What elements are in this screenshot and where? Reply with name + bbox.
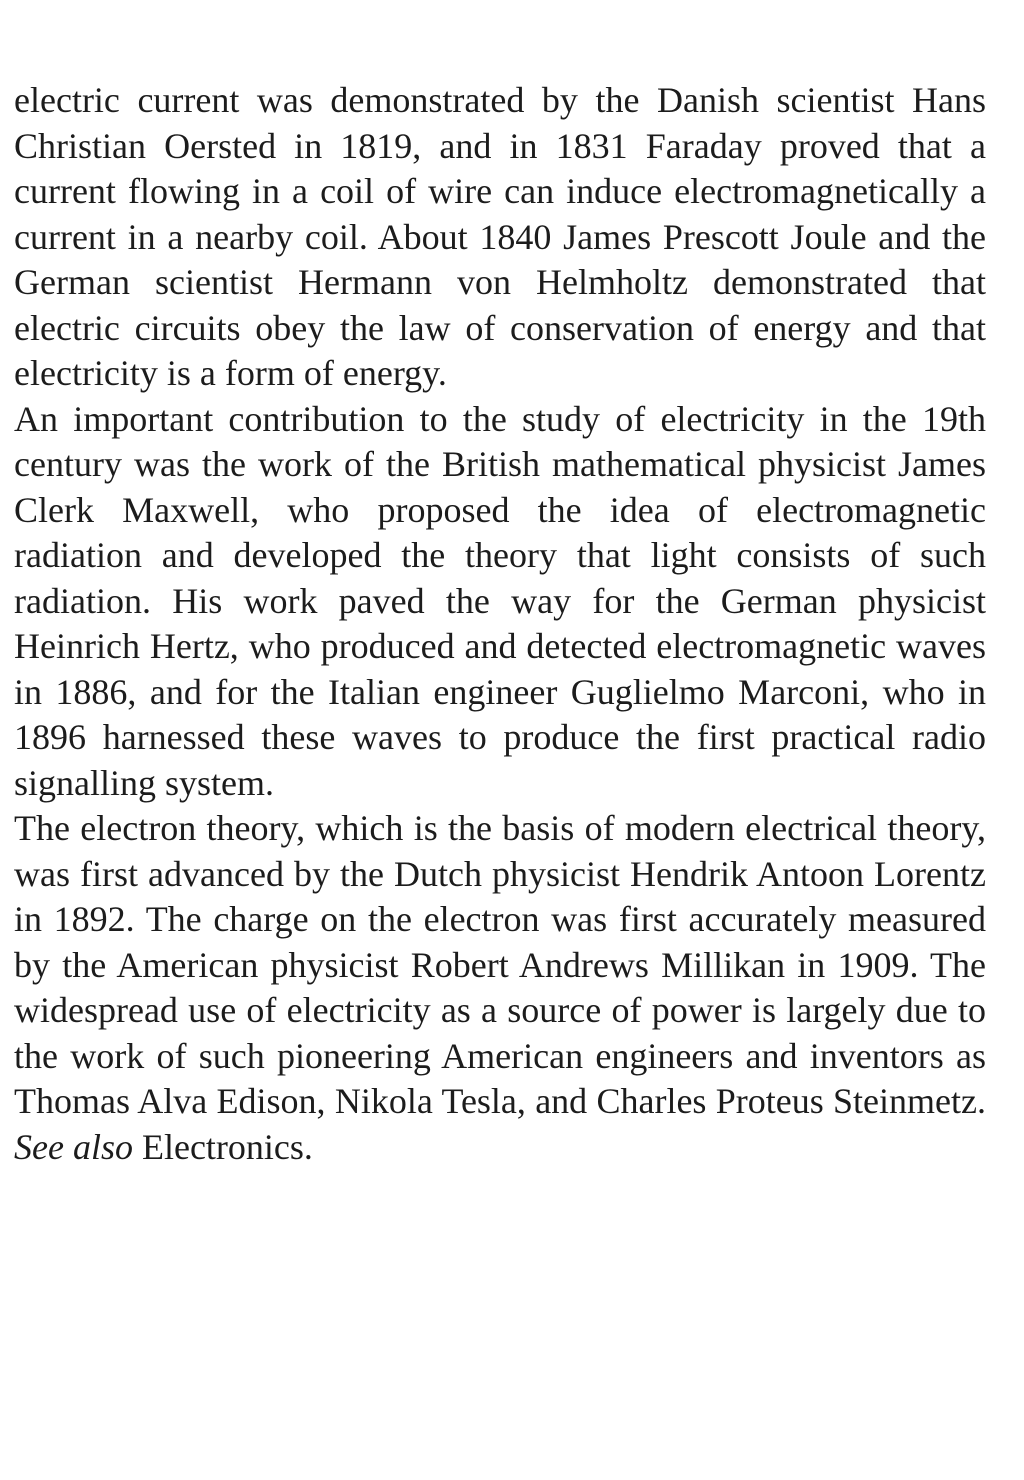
paragraph-maxwell: An important contribution to the study of electricity in the 19th century was the work of the British mathematical physicist James Clerk Maxwell, who proposed the idea of electromagnetic radiation and developed the theory that light consists of such radiation. His work paved the way for the German physicist Heinrich Hertz, who produced and detected electromagnetic waves in 1886, and for the Italian engineer Guglielmo Marconi, who in 1896 harnessed these waves to produce the first practical radio signalling system. [14,398,986,803]
paragraph-electron-theory-text: The electron theory, which is the basis of modern electrical theory, was first advanced by the Dutch physicist Hendrik Antoon Lorentz in 1892. The charge on the electron was first accurately measured by the American physicist Robert Andrews Millikan in 1909. The widespread use of electricity as a source of power is largely due to the work of such pioneering American engineers and inventors as Thomas Alva Edison, Nikola Tesla, and Charles Proteus Steinmetz. [14,808,986,1121]
see-also-target: Electronics. [141,1126,313,1167]
document-body [14,78,986,1170]
paragraph-electron-theory [14,806,986,1170]
see-also-label: See also [14,1126,133,1167]
paragraph-oersted-faraday: electric current was demonstrated by the Danish scientist Hans Christian Oersted in 1819, and in 1831 Faraday proved that a current flowing in a coil of wire can induce electromagnetically a current in a nearby coil. About 1840 James Prescott Joule and the German scientist Hermann von Helmholtz demonstrated that electric circuits obey the law of conservation of energy and that electricity is a form of energy. [14,80,986,393]
